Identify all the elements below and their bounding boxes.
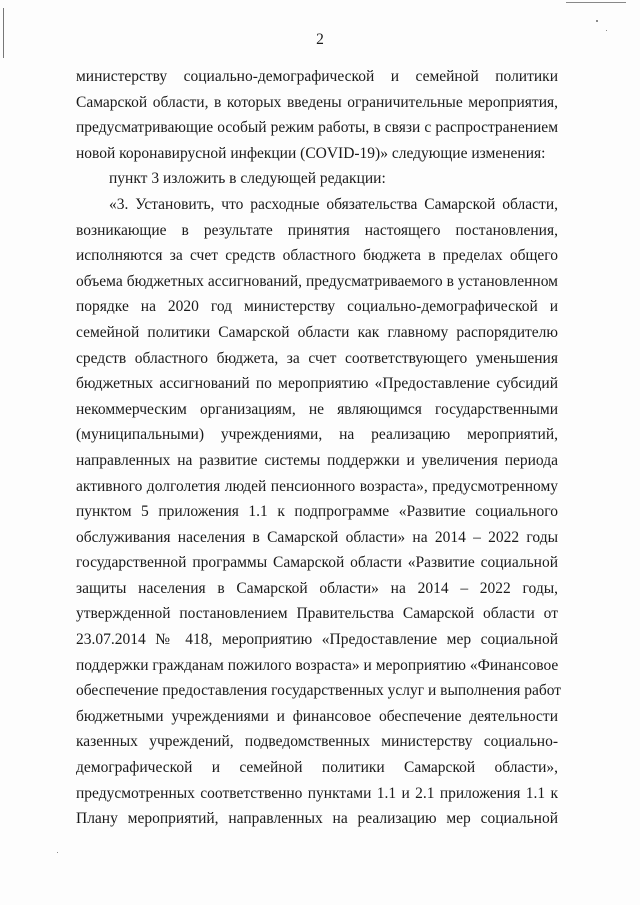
text-line: исполняются за счет средств областного бюджета в пределах общего bbox=[76, 247, 558, 265]
text-line: объема бюджетных ассигнований, предусматриваемого в установленном bbox=[76, 272, 558, 290]
paragraph-first-line: пункт 3 изложить в следующей редакции: bbox=[109, 170, 386, 188]
text-line: государственной программы Самарской области «Развитие социальной bbox=[76, 554, 558, 572]
scan-speck bbox=[57, 852, 58, 853]
scan-speck bbox=[596, 20, 598, 22]
text-line: утвержденной постановлением Правительства Самарской области от bbox=[76, 605, 558, 623]
text-line: порядке на 2020 год министерству социально-демографической и bbox=[76, 298, 558, 316]
text-line: предусмотренных соответственно пунктами 1.1 и 2.1 приложения 1.1 к bbox=[76, 784, 558, 802]
text-line: (муниципальными) учреждениями, на реализацию мероприятий, bbox=[76, 426, 558, 444]
document-body bbox=[76, 64, 562, 832]
text-line: Плану мероприятий, направленных на реализацию мер социальной bbox=[76, 810, 558, 828]
text-line: защиты населения в Самарской области» на 2014 – 2022 годы, bbox=[76, 579, 558, 597]
text-line: министерству социально-демографической и семейной политики bbox=[76, 68, 558, 85]
text-line: обслуживания населения в Самарской области» на 2014 – 2022 годы bbox=[76, 528, 558, 546]
text-line: средств областного бюджета, за счет соответствующего уменьшения bbox=[76, 349, 558, 367]
text-line: 23.07.2014 № 418, мероприятию «Предоставление мер социальной bbox=[76, 631, 558, 649]
text-line: демографической и семейной политики Самарской области», bbox=[76, 759, 558, 777]
scan-top-line bbox=[566, 2, 626, 3]
text-line: бюджетными учреждениями и финансовое обеспечение деятельности bbox=[76, 707, 558, 725]
page-number: 2 bbox=[316, 31, 324, 48]
text-line: бюджетных ассигнований по мероприятию «Предоставление субсидий bbox=[76, 375, 558, 393]
text-line: некоммерческим организациям, не являющимся государственными bbox=[76, 400, 558, 418]
text-line: активного долголетия людей пенсионного возраста», предусмотренному bbox=[76, 477, 558, 495]
paragraph-first-line: «3. Установить, что расходные обязательства Самарской области, bbox=[109, 195, 558, 213]
text-line: обеспечение предоставления государственных услуг и выполнения работ bbox=[76, 682, 562, 700]
text-line: направленных на развитие системы поддержки и увеличения периода bbox=[76, 451, 558, 469]
text-line: поддержки гражданам пожилого возраста» и мероприятию «Финансовое bbox=[76, 656, 559, 674]
text-line: семейной политики Самарской области как главному распорядителю bbox=[76, 323, 558, 341]
text-line: Самарской области, в которых введены ограничительные мероприятия, bbox=[76, 93, 558, 111]
text-line: предусматривающие особый режим работы, в связи с распространением bbox=[76, 119, 558, 137]
text-line: казенных учреждений, подведомственных министерству социально- bbox=[76, 733, 558, 751]
text-line: новой коронавирусной инфекции (COVID-19)» следующие изменения: bbox=[76, 144, 546, 162]
text-line: пунктом 5 приложения 1.1 к подпрограмме «Развитие социального bbox=[76, 503, 558, 521]
text-line: возникающие в результате принятия настоящего постановления, bbox=[76, 221, 558, 239]
